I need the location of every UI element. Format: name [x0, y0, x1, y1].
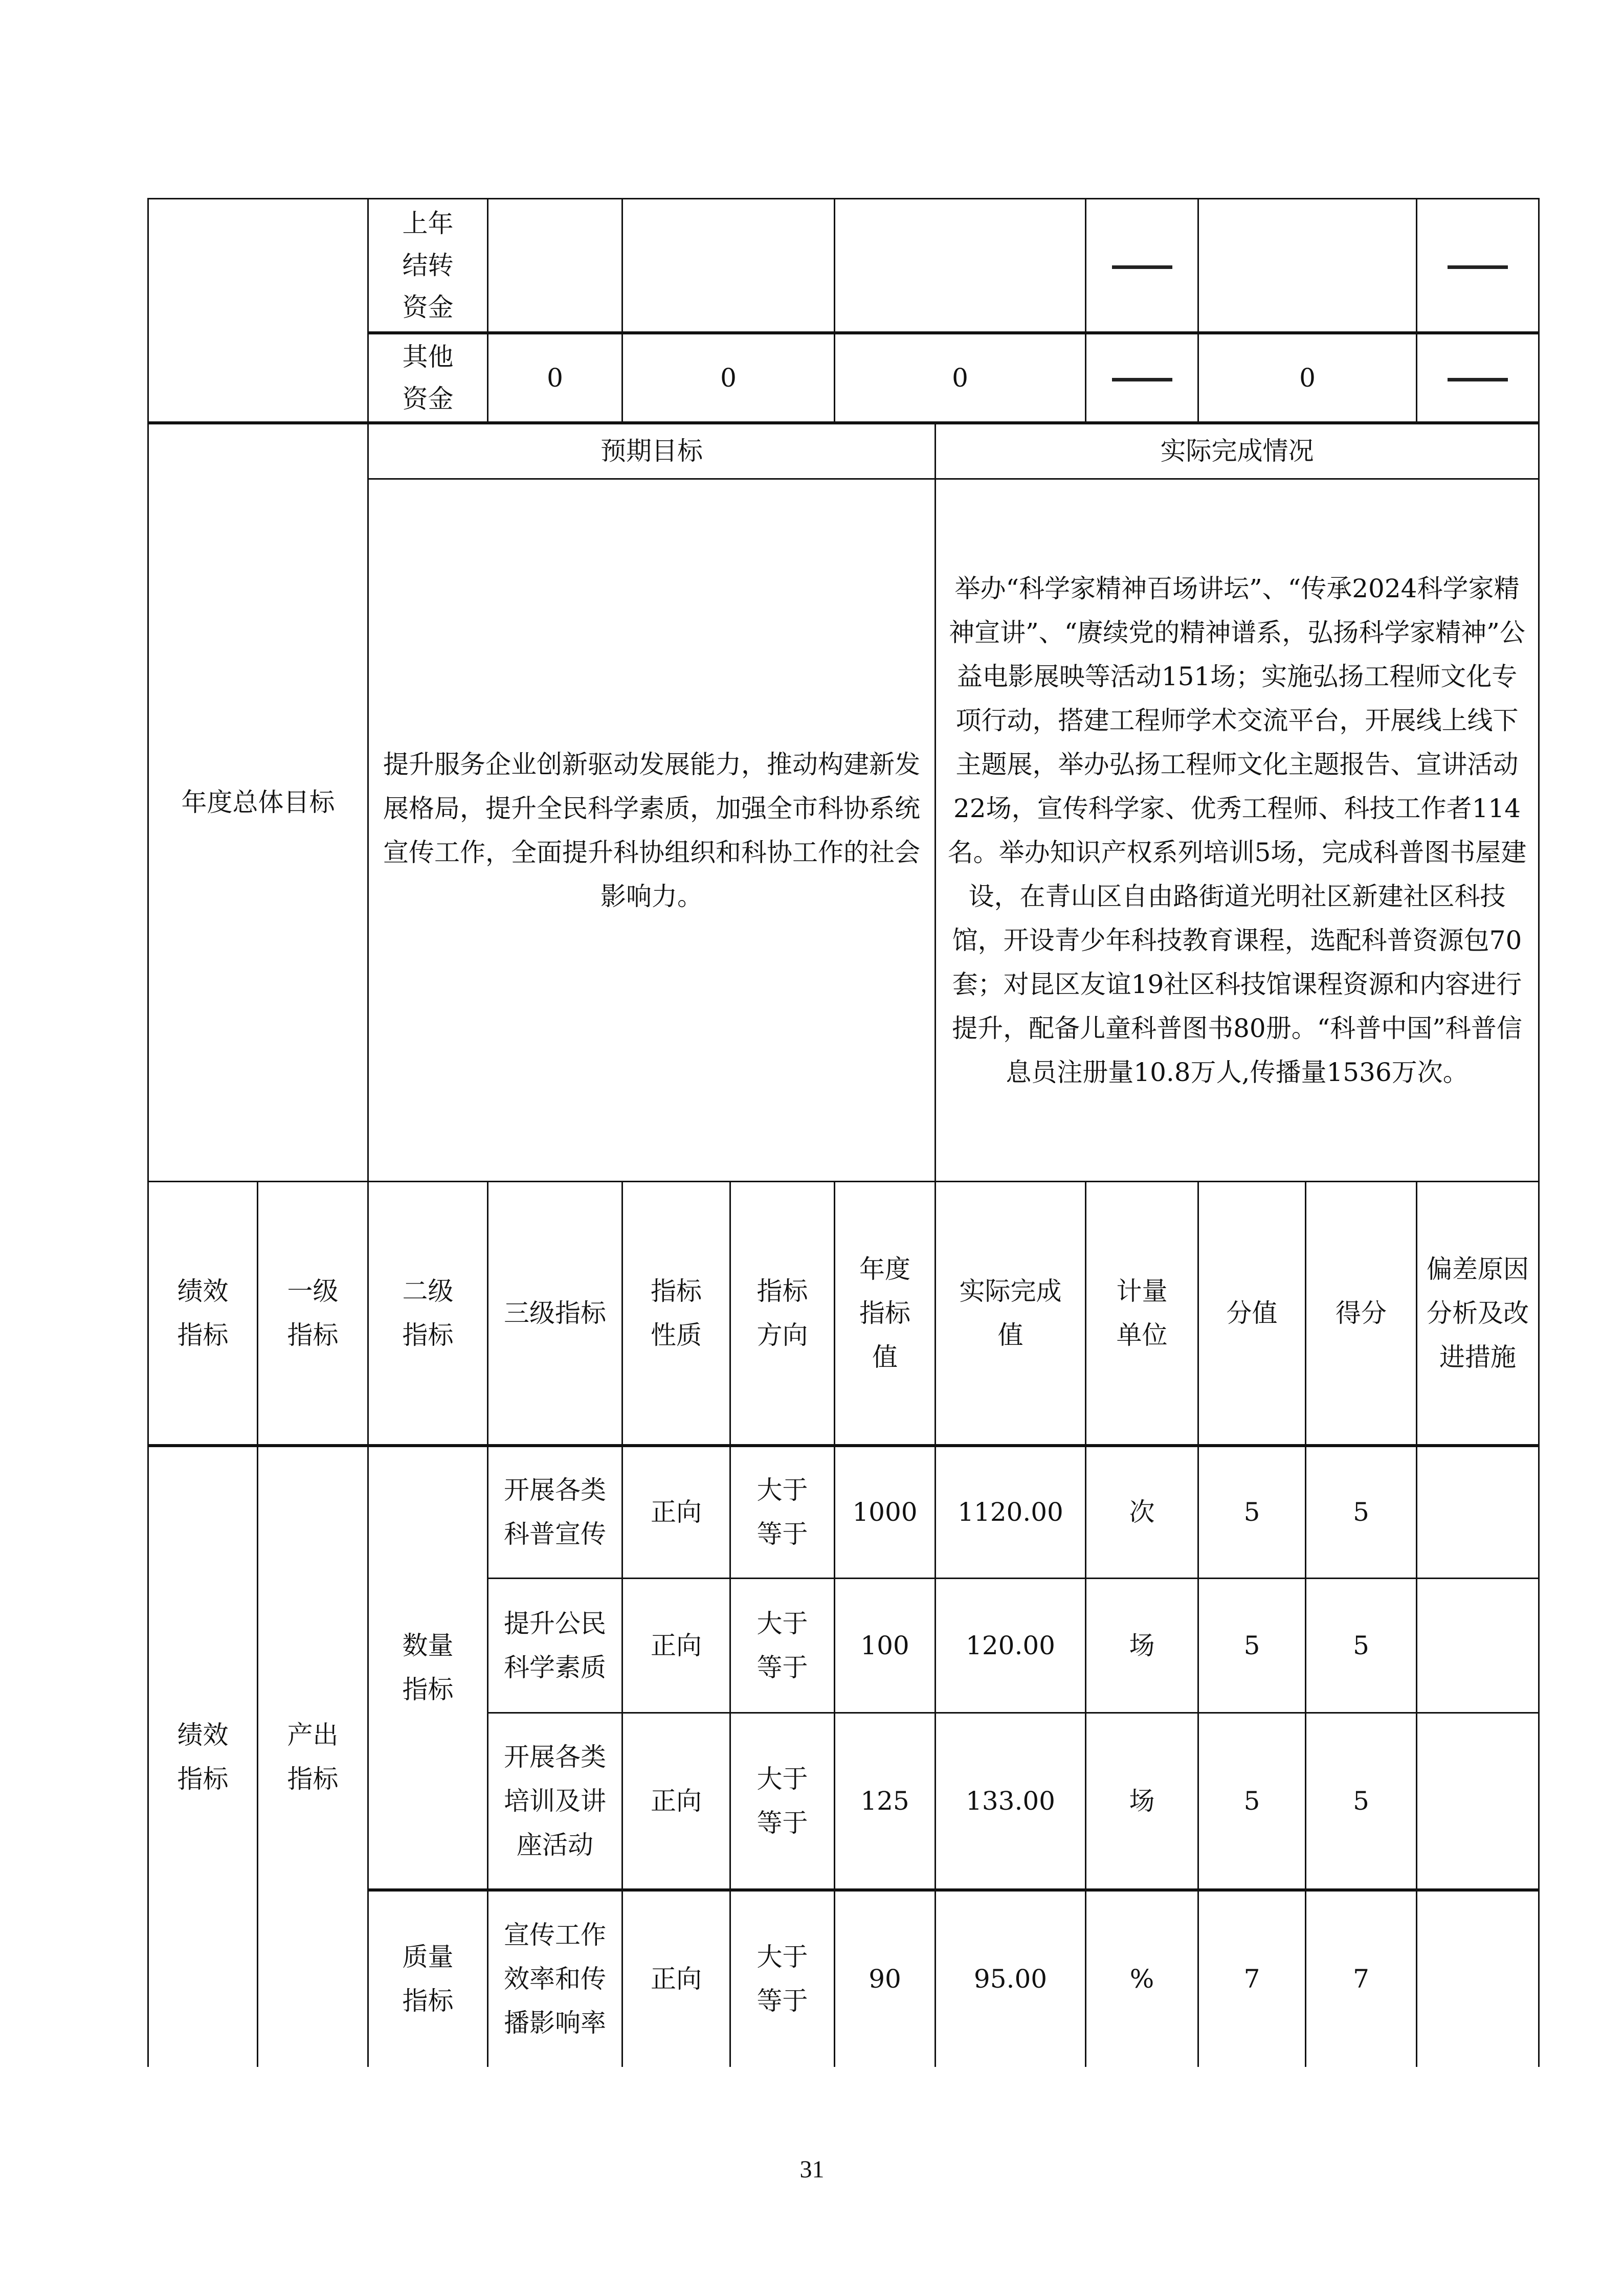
funding-value-5: 0 [1198, 333, 1417, 423]
dash-mark [1448, 265, 1508, 269]
metric-deviation [1417, 1890, 1539, 2067]
level2-cell: 质量指标 [368, 1890, 488, 2067]
header-performance-indicator: 绩效指标 [148, 1182, 258, 1446]
metric-name: 宣传工作效率和传播影响率 [488, 1890, 622, 2067]
metric-unit: % [1086, 1890, 1198, 2067]
level1-cell: 产出指标 [258, 1446, 368, 2067]
metric-nature: 正向 [622, 1713, 730, 1890]
header-level3: 三级指标 [488, 1182, 622, 1446]
metric-nature: 正向 [622, 1890, 730, 2067]
metric-deviation [1417, 1579, 1539, 1713]
metric-row [148, 1446, 1539, 1579]
expected-goal-header: 预期目标 [368, 423, 936, 479]
metric-actual: 1120.00 [936, 1446, 1086, 1579]
dash-mark [1448, 378, 1508, 381]
metric-weight: 5 [1198, 1713, 1306, 1890]
header-direction: 指标方向 [730, 1182, 835, 1446]
metric-name: 开展各类科普宣传 [488, 1446, 622, 1579]
actual-completion-header: 实际完成情况 [936, 423, 1539, 479]
metric-deviation [1417, 1446, 1539, 1579]
funding-blank-cell [148, 199, 368, 423]
funding-value-4 [1086, 333, 1198, 423]
metric-name: 提升公民科学素质 [488, 1579, 622, 1713]
funding-value-3 [835, 199, 1086, 333]
funding-label: 上年 结转 资金 [368, 199, 488, 333]
performance-table [147, 198, 1540, 2067]
funding-value-3: 0 [835, 333, 1086, 423]
level0-cell: 绩效指标 [148, 1446, 258, 2067]
annual-goal-label: 年度总体目标 [148, 423, 368, 1182]
metric-target: 100 [835, 1579, 936, 1713]
metric-target: 125 [835, 1713, 936, 1890]
header-level2: 二级指标 [368, 1182, 488, 1446]
funding-value-1: 0 [488, 333, 622, 423]
header-actual: 实际完成值 [936, 1182, 1086, 1446]
funding-value-6 [1417, 199, 1539, 333]
header-level1: 一级指标 [258, 1182, 368, 1446]
metric-direction: 大于等于 [730, 1713, 835, 1890]
funding-value-1 [488, 199, 622, 333]
page-number: 31 [799, 2156, 825, 2183]
metric-name: 开展各类培训及讲座活动 [488, 1713, 622, 1890]
metric-target: 90 [835, 1890, 936, 2067]
metric-score: 7 [1306, 1890, 1417, 2067]
metric-score: 5 [1306, 1579, 1417, 1713]
metric-score: 5 [1306, 1713, 1417, 1890]
funding-value-5 [1198, 199, 1417, 333]
metric-weight: 7 [1198, 1890, 1306, 2067]
funding-label: 其他 资金 [368, 333, 488, 423]
metric-direction: 大于等于 [730, 1890, 835, 2067]
metric-score: 5 [1306, 1446, 1417, 1579]
header-target: 年度指标值 [835, 1182, 936, 1446]
funding-value-2 [622, 199, 835, 333]
dash-mark [1112, 378, 1172, 381]
metric-deviation [1417, 1713, 1539, 1890]
metric-target: 1000 [835, 1446, 936, 1579]
funding-value-2: 0 [622, 333, 835, 423]
goal-header-row [148, 423, 1539, 479]
metric-nature: 正向 [622, 1579, 730, 1713]
header-weight: 分值 [1198, 1182, 1306, 1446]
metric-weight: 5 [1198, 1579, 1306, 1713]
actual-completion-text: 举办“科学家精神百场讲坛”、“传承2024科学家精神宣讲”、“赓续党的精神谱系，弘扬科学家精神”公益电影展映等活动151场；实施弘扬工程师文化专项行动，搭建工程师学术交流平台，开展线上线下主题展，举办弘扬工程师文化主题报告、宣讲活动22场，宣传科学家、优秀工程师、科技工作者114名。举办知识产权系列培训5场，完成科普图书屋建设，在青山区自由路街道光明社区新建社区科技馆，开设青少年科技教育课程，选配科普资源包70套；对昆区友谊19社区科技馆课程资源和内容进行提升，配备儿童科普图书80册。“科普中国”科普信息员注册量10.8万人,传播量1536万次。 [936, 479, 1539, 1182]
header-deviation: 偏差原因分析及改进措施 [1417, 1182, 1539, 1446]
metric-actual: 133.00 [936, 1713, 1086, 1890]
metric-unit: 场 [1086, 1713, 1198, 1890]
header-score: 得分 [1306, 1182, 1417, 1446]
expected-goal-text: 提升服务企业创新驱动发展能力，推动构建新发展格局，提升全民科学素质，加强全市科协系统宣传工作，全面提升科协组织和科协工作的社会影响力。 [368, 479, 936, 1182]
metric-actual: 120.00 [936, 1579, 1086, 1713]
funding-value-6 [1417, 333, 1539, 423]
header-unit: 计量单位 [1086, 1182, 1198, 1446]
metric-direction: 大于等于 [730, 1446, 835, 1579]
metric-direction: 大于等于 [730, 1579, 835, 1713]
metric-weight: 5 [1198, 1446, 1306, 1579]
funding-value-4 [1086, 199, 1198, 333]
metric-unit: 次 [1086, 1446, 1198, 1579]
dash-mark [1112, 265, 1172, 269]
funding-row-carryover [148, 199, 1539, 333]
header-nature: 指标性质 [622, 1182, 730, 1446]
metric-actual: 95.00 [936, 1890, 1086, 2067]
metric-unit: 场 [1086, 1579, 1198, 1713]
metrics-header-row [148, 1182, 1539, 1446]
level2-cell: 数量指标 [368, 1446, 488, 1890]
metric-nature: 正向 [622, 1446, 730, 1579]
